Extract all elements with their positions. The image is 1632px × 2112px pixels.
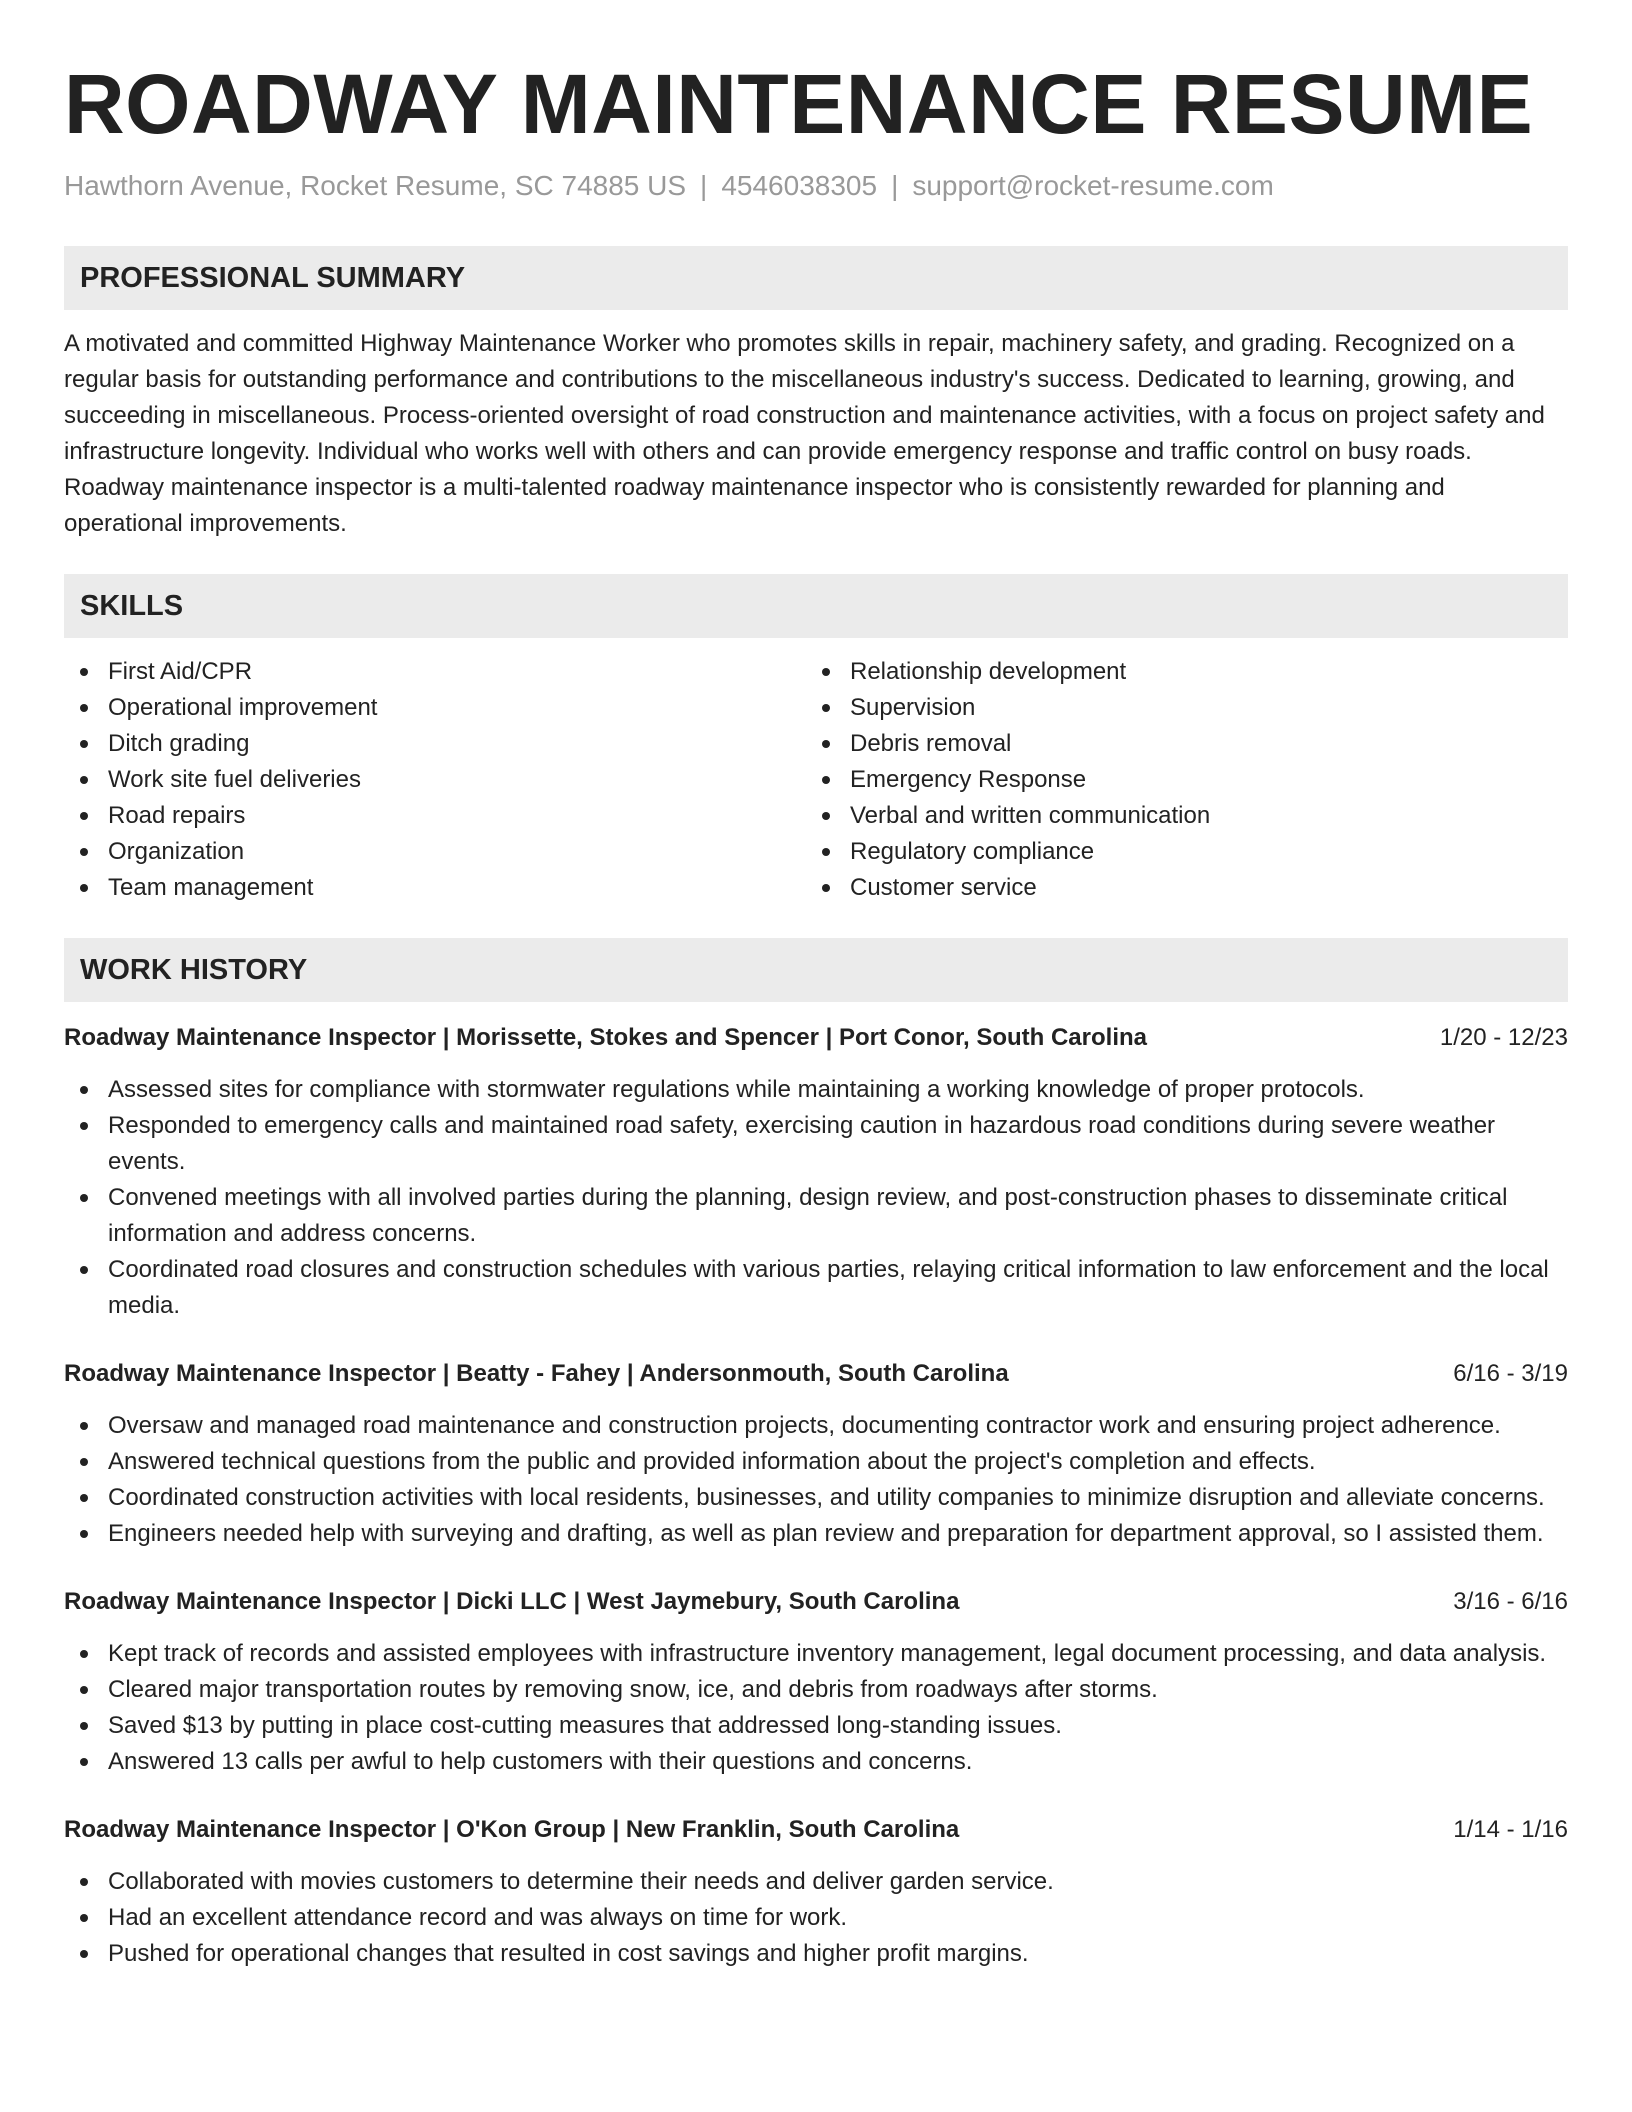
skill-item: Customer service	[806, 870, 1548, 906]
job-bullet: Answered technical questions from the public and provided information about the project's completion and effects.	[64, 1444, 1568, 1480]
job-dates: 1/14 - 1/16	[1453, 1816, 1568, 1843]
job-header	[64, 1020, 1568, 1056]
resume-title: ROADWAY MAINTENANCE RESUME	[64, 57, 1534, 151]
job-bullet: Pushed for operational changes that resulted in cost savings and higher profit margins.	[64, 1936, 1568, 1972]
section-header-summary: PROFESSIONAL SUMMARY	[64, 246, 1568, 310]
skill-item: Regulatory compliance	[806, 834, 1548, 870]
skill-item: Organization	[64, 834, 806, 870]
job-entry	[64, 1356, 1568, 1552]
contact-phone: 4546038305	[721, 170, 878, 201]
job-entry	[64, 1020, 1568, 1324]
job-bullet: Collaborated with movies customers to determine their needs and deliver garden service.	[64, 1864, 1568, 1900]
job-title: Roadway Maintenance Inspector | Beatty - Fahey | Andersonmouth, South Carolina	[64, 1360, 1009, 1387]
job-bullet: Had an excellent attendance record and was always on time for work.	[64, 1900, 1568, 1936]
job-bullet: Saved $13 by putting in place cost-cutting measures that addressed long-standing issues.	[64, 1708, 1568, 1744]
skill-item: Emergency Response	[806, 762, 1548, 798]
job-bullet: Coordinated construction activities with local residents, businesses, and utility companies to minimize disruption and alleviate concerns.	[64, 1480, 1568, 1516]
skill-item: Verbal and written communication	[806, 798, 1548, 834]
job-title: Roadway Maintenance Inspector | Dicki LLC | West Jaymebury, South Carolina	[64, 1588, 960, 1615]
job-bullet: Assessed sites for compliance with stormwater regulations while maintaining a working knowledge of proper protocols.	[64, 1072, 1568, 1108]
job-header	[64, 1584, 1568, 1620]
job-bullet: Answered 13 calls per awful to help customers with their questions and concerns.	[64, 1744, 1568, 1780]
job-title: Roadway Maintenance Inspector | O'Kon Group | New Franklin, South Carolina	[64, 1816, 960, 1843]
contact-separator: |	[891, 170, 899, 201]
job-bullet: Oversaw and managed road maintenance and construction projects, documenting contractor work and ensuring project adherence.	[64, 1408, 1568, 1444]
contact-address: Hawthorn Avenue, Rocket Resume, SC 74885 US	[64, 170, 687, 201]
summary-text: A motivated and committed Highway Maintenance Worker who promotes skills in repair, machinery safety, and grading. Recognized on a regular basis for outstanding performance and contributions to the miscellaneous industry's success. Dedicated to learning, growing, and succeeding in miscellaneous. Process-oriented oversight of road construction and maintenance activities, with a focus on project safety and infrastructure longevity. Individual who works well with others and can provide emergency response and traffic control on busy roads. Roadway maintenance inspector is a multi-talented roadway maintenance inspector who is consistently rewarded for planning and operational improvements.	[64, 330, 1545, 537]
job-dates: 1/20 - 12/23	[1439, 1024, 1568, 1051]
skill-item: Supervision	[806, 690, 1548, 726]
job-bullet: Coordinated road closures and construction schedules with various parties, relaying critical information to law enforcement and the local media.	[64, 1252, 1568, 1324]
skill-item: Road repairs	[64, 798, 806, 834]
skill-item: First Aid/CPR	[64, 654, 806, 690]
job-title: Roadway Maintenance Inspector | Morissette, Stokes and Spencer | Port Conor, South Carolina	[64, 1024, 1147, 1051]
section-header-skills: SKILLS	[64, 574, 1568, 638]
job-bullet: Responded to emergency calls and maintained road safety, exercising caution in hazardous road conditions during severe weather events.	[64, 1108, 1568, 1180]
contact-line	[64, 166, 1568, 206]
skill-item: Operational improvement	[64, 690, 806, 726]
skill-item: Team management	[64, 870, 806, 906]
skill-item: Ditch grading	[64, 726, 806, 762]
job-entry	[64, 1812, 1568, 1972]
skill-item: Debris removal	[806, 726, 1548, 762]
skill-item: Relationship development	[806, 654, 1548, 690]
skills-list	[64, 654, 1568, 906]
job-bullet: Kept track of records and assisted employees with infrastructure inventory management, legal document processing, and data analysis.	[64, 1636, 1568, 1672]
job-header	[64, 1356, 1568, 1392]
job-header	[64, 1812, 1568, 1848]
section-header-work-history: WORK HISTORY	[64, 938, 1568, 1002]
skills-column-left	[64, 654, 806, 906]
job-bullets	[64, 1072, 1568, 1324]
skill-item: Work site fuel deliveries	[64, 762, 806, 798]
job-entry	[64, 1584, 1568, 1780]
skills-column-right	[806, 654, 1548, 906]
job-dates: 3/16 - 6/16	[1453, 1588, 1568, 1615]
job-dates: 6/16 - 3/19	[1453, 1360, 1568, 1387]
contact-email: support@rocket-resume.com	[912, 170, 1274, 201]
contact-separator: |	[700, 170, 708, 201]
job-bullet: Convened meetings with all involved parties during the planning, design review, and post-construction phases to disseminate critical information and address concerns.	[64, 1180, 1568, 1252]
job-bullets	[64, 1864, 1568, 1972]
job-bullets	[64, 1636, 1568, 1780]
job-bullet: Cleared major transportation routes by removing snow, ice, and debris from roadways after storms.	[64, 1672, 1568, 1708]
job-bullet: Engineers needed help with surveying and drafting, as well as plan review and preparation for department approval, so I assisted them.	[64, 1516, 1568, 1552]
job-bullets	[64, 1408, 1568, 1552]
